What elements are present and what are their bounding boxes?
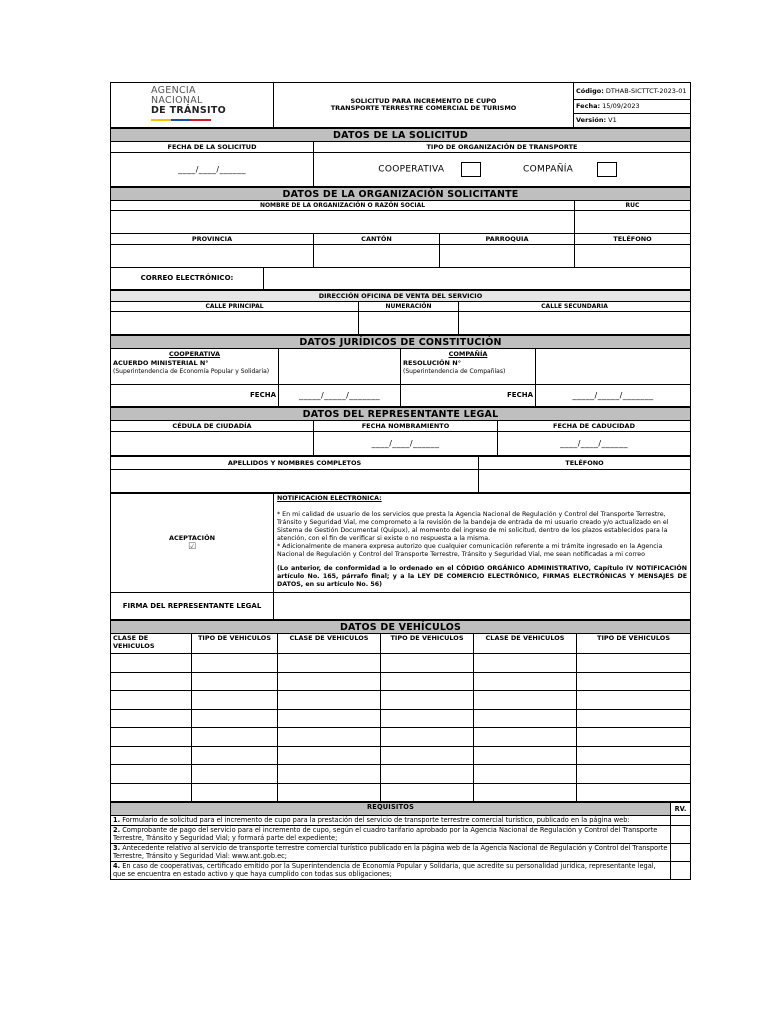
vehiculos-cell[interactable] (111, 691, 192, 710)
logo-cell (111, 83, 274, 128)
notificacion-body (277, 495, 687, 565)
vehiculos-cell[interactable] (381, 783, 474, 802)
caducidad-field[interactable]: ____/____/______ (498, 432, 691, 456)
cooperativa-option-label: COOPERATIVA (378, 164, 445, 175)
juridicos-section (110, 335, 691, 407)
representante-section (110, 407, 691, 456)
solicitud-title: DATOS DE LA SOLICITUD (111, 129, 691, 142)
vehiculos-cell[interactable] (577, 765, 691, 784)
numeracion-field[interactable] (359, 312, 459, 335)
vehiculos-col-5: CLASE DE VEHICULOS (474, 634, 577, 654)
notificacion-paragraph-2: * Adicionalmente de manera expresa autorizo que cualquier comunicación referente a mi trámite ingresado en la Agencia Nacional de Regulación y Control del Transporte Terrestre, Tránsito y Seguridad Vial, me sean notificadas a mi correo (277, 543, 663, 558)
version-value: V1 (608, 116, 617, 124)
requisito-number: 2. (113, 825, 121, 834)
vehiculos-section (110, 620, 691, 802)
vehiculos-cell[interactable] (577, 654, 691, 673)
requisito-rv-cell[interactable] (671, 861, 691, 879)
notificacion-legal: (Lo anterior, de conformidad a lo ordenado en el CÓDIGO ORGÁNICO ADMINISTRATIVO, Capítulo IV NOTIFICACIÓN artículo No. 165, párrafo final; y a la LEY DE COMERCIO ELECTRÓNICO, FIRMAS ELECTRÓNICAS Y MENSAJES DE DATOS, en su artículo No. 56) (277, 565, 687, 588)
cooperativa-block (111, 349, 279, 385)
vehiculos-cell[interactable] (474, 672, 577, 691)
version-cell (574, 114, 691, 128)
vehiculos-cell[interactable] (111, 783, 192, 802)
organizacion-section (110, 187, 691, 290)
parroquia-label: PARROQUIA (440, 234, 575, 245)
canton-label: CANTÓN (314, 234, 440, 245)
solicitud-section (110, 128, 691, 187)
telefono-rep-label: TELÉFONO (479, 457, 691, 470)
logo-line-1: AGENCIA (151, 85, 196, 96)
vehiculos-col-4: TIPO DE VEHICULOS (381, 634, 474, 654)
vehiculos-cell[interactable] (577, 709, 691, 728)
cooperativa-checkbox[interactable] (461, 162, 481, 177)
notificacion-title: NOTIFICACIÓN ELECTRÓNICA: (277, 495, 382, 502)
firma-field[interactable] (274, 593, 691, 620)
fecha-solicitud-field[interactable]: ____/____/______ (111, 153, 314, 187)
vehiculos-cell[interactable] (577, 691, 691, 710)
vehiculos-cell[interactable] (381, 654, 474, 673)
requisito-text: Comprobante de pago del servicio para el incremento de cupo, según el cuadro tarifario aprobado por la Agencia Nacional de Regulación y Control del Transporte Terrestre, Tránsito y Seguridad Vial; y formará parte del expediente; (113, 825, 658, 842)
requisito-item (111, 825, 671, 843)
apellidos-label: APELLIDOS Y NOMBRES COMPLETOS (111, 457, 479, 470)
form-title (274, 83, 574, 128)
telefono-org-field[interactable] (575, 245, 691, 268)
numeracion-label: NUMERACIÓN (359, 302, 459, 312)
requisito-item (111, 843, 671, 861)
correo-label: CORREO ELECTRÓNICO: (111, 268, 264, 290)
vehiculos-cell[interactable] (278, 783, 381, 802)
requisito-item (111, 816, 671, 826)
vehiculos-cell[interactable] (111, 765, 192, 784)
vehiculos-cell[interactable] (278, 765, 381, 784)
vehiculos-title: DATOS DE VEHÍCULOS (111, 621, 691, 634)
calle-secundaria-label: CALLE SECUNDARIA (459, 302, 691, 312)
fecha-coop-field[interactable]: _____/_____/_______ (279, 385, 401, 407)
form-page (110, 82, 690, 880)
direccion-label: DIRECCIÓN OFICINA DE VENTA DEL SERVICIO (111, 291, 691, 302)
title-line-2: TRANSPORTE TERRESTRE COMERCIAL DE TURISMO (330, 104, 517, 112)
requisito-rv-cell[interactable] (671, 843, 691, 861)
vehiculos-col-3: CLASE DE VEHICULOS (278, 634, 381, 654)
cooperativa-heading: COOPERATIVA (168, 350, 221, 358)
fecha-solicitud-label: FECHA DE LA SOLICITUD (111, 142, 314, 153)
requisito-rv-cell[interactable] (671, 816, 691, 826)
vehiculos-cell[interactable] (474, 691, 577, 710)
vehiculos-cell[interactable] (278, 672, 381, 691)
nombramiento-field[interactable]: ____/____/______ (314, 432, 498, 456)
telefono-rep-field[interactable] (479, 470, 691, 493)
tipo-organizacion-label: TIPO DE ORGANIZACIÓN DE TRANSPORTE (314, 142, 691, 153)
vehiculos-cell[interactable] (577, 672, 691, 691)
cedula-field[interactable] (111, 432, 314, 456)
requisito-text: En caso de cooperativas, certificado emitido por la Superintendencia de Economía Popular y Solidaria, que acredite su personalidad jurídica, representante legal, que se encuentra en estado activo y que haya cumplido con todas sus obligaciones; (113, 861, 656, 878)
vehiculos-row (111, 746, 691, 765)
vehiculos-row (111, 691, 691, 710)
vehiculos-cell[interactable] (381, 672, 474, 691)
notificacion-paragraph-1: * En mi calidad de usuario de los servicios que presta la Agencia Nacional de Regulación y Control del Transporte Terrestre, Tránsito y Seguridad Vial, me comprometo a la revisión de la bandeja de entrada de mi usuario creado y/o actualizado en el Sistema de Gestión Documental (Quipux), al momento del ingreso de mi solicitud, dentro de los plazos establecidos para la atención, con el fin de verificar si existe o no respuesta a la misma. (277, 511, 669, 542)
vehiculos-cell[interactable] (192, 691, 278, 710)
codigo-value: DTHAB-SICTTCT-2023-01 (605, 86, 687, 95)
requisito-number: 1. (113, 816, 121, 824)
representante-names (110, 456, 691, 493)
vehiculos-cell[interactable] (278, 746, 381, 765)
apellidos-field[interactable] (111, 470, 479, 493)
vehiculos-cell[interactable] (474, 709, 577, 728)
fecha-value: 15/09/2023 (602, 102, 640, 110)
requisitos-title: REQUISITOS (111, 803, 671, 816)
vehiculos-cell[interactable] (192, 765, 278, 784)
rv-label: RV. (671, 803, 691, 816)
fecha-comp-label: FECHA (401, 385, 536, 407)
vehiculos-cell[interactable] (111, 746, 192, 765)
vehiculos-cell[interactable] (111, 709, 192, 728)
correo-field[interactable] (264, 268, 691, 290)
vehiculos-cell[interactable] (192, 672, 278, 691)
vehiculos-col-1: CLASE DE VEHICULOS (111, 634, 192, 654)
aceptacion-checkbox[interactable]: ☑ (187, 542, 197, 552)
notificacion-section (110, 493, 691, 620)
requisito-number: 3. (113, 843, 121, 852)
compania-note: (Superintendencia de Compañías) (403, 368, 506, 375)
cooperativa-note: (Superintendencia de Economía Popular y Solidaria) (113, 368, 270, 375)
vehiculos-row (111, 765, 691, 784)
vehiculos-cell[interactable] (577, 783, 691, 802)
vehiculos-cell[interactable] (192, 728, 278, 747)
vehiculos-cell[interactable] (381, 691, 474, 710)
requisito-number: 4. (113, 861, 121, 870)
compania-block (401, 349, 536, 385)
vehiculos-row (111, 654, 691, 673)
vehiculos-cell[interactable] (381, 746, 474, 765)
firma-label: FIRMA DEL REPRESENTANTE LEGAL (111, 593, 274, 620)
vehiculos-cell[interactable] (381, 709, 474, 728)
requisito-text: Formulario de solicitud para el incremento de cupo para la prestación del servicio de transporte terrestre comercial turístico, publicado en la página web: (122, 816, 630, 824)
telefono-org-label: TELÉFONO (575, 234, 691, 245)
logo-line-2: NACIONAL (151, 95, 203, 106)
resolucion-field[interactable] (536, 349, 691, 385)
vehiculos-cell[interactable] (577, 746, 691, 765)
form-header (110, 82, 691, 128)
vehiculos-cell[interactable] (381, 765, 474, 784)
vehiculos-cell[interactable] (474, 783, 577, 802)
title-line-1: SOLICITUD PARA INCREMENTO DE CUPO (350, 97, 497, 105)
vehiculos-row (111, 672, 691, 691)
agency-logo (151, 86, 226, 116)
organizacion-title: DATOS DE LA ORGANIZACIÓN SOLICITANTE (111, 188, 691, 201)
compania-checkbox[interactable] (597, 162, 617, 177)
version-label: Versión: (576, 116, 607, 124)
acuerdo-ministerial-label: ACUERDO MINISTERIAL N° (113, 359, 209, 367)
vehiculos-cell[interactable] (278, 654, 381, 673)
vehiculos-cell[interactable] (111, 654, 192, 673)
parroquia-field[interactable] (440, 245, 575, 268)
representante-title: DATOS DEL REPRESENTANTE LEGAL (111, 408, 691, 421)
aceptacion-label: ACEPTACIÓN (168, 534, 216, 542)
vehiculos-cell[interactable] (474, 654, 577, 673)
provincia-label: PROVINCIA (111, 234, 314, 245)
vehiculos-cell[interactable] (192, 654, 278, 673)
calle-secundaria-field[interactable] (459, 312, 691, 335)
resolucion-label: RESOLUCIÓN N° (403, 359, 461, 367)
vehiculos-col-6: TIPO DE VEHICULOS (577, 634, 691, 654)
requisito-text: Antecedente relativo al servicio de transporte terrestre comercial turístico publicado en la página web de la Agencia Nacional de Regulación y Control del Transporte Terrestre, Tránsito y Seguridad Vial: www.ant.gob.ec; (113, 843, 668, 860)
vehiculos-cell[interactable] (111, 672, 192, 691)
vehiculos-cell[interactable] (278, 691, 381, 710)
canton-field[interactable] (314, 245, 440, 268)
codigo-label: Código: (576, 86, 604, 95)
acuerdo-ministerial-field[interactable] (279, 349, 401, 385)
requisitos-section (110, 802, 691, 880)
vehiculos-cell[interactable] (278, 709, 381, 728)
aceptacion-cell (111, 494, 274, 593)
ruc-field[interactable] (575, 211, 691, 234)
fecha-label: Fecha: (576, 102, 601, 110)
ruc-label: RUC (575, 201, 691, 211)
vehiculos-row (111, 709, 691, 728)
vehiculos-cell[interactable] (474, 746, 577, 765)
vehiculos-cell[interactable] (278, 728, 381, 747)
codigo-cell (574, 83, 691, 100)
compania-heading: COMPAÑÍA (448, 350, 488, 358)
requisito-item (111, 861, 671, 879)
vehiculos-row (111, 728, 691, 747)
nombre-organizacion-field[interactable] (111, 211, 575, 234)
notificacion-cell (274, 494, 691, 593)
nombre-organizacion-label: NOMBRE DE LA ORGANIZACIÓN O RAZÓN SOCIAL (111, 201, 575, 211)
direccion-section (110, 290, 691, 335)
vehiculos-cell[interactable] (111, 728, 192, 747)
vehiculos-cell[interactable] (381, 728, 474, 747)
vehiculos-cell[interactable] (192, 746, 278, 765)
vehiculos-cell[interactable] (474, 728, 577, 747)
vehiculos-col-2: TIPO DE VEHICULOS (192, 634, 278, 654)
calle-principal-field[interactable] (111, 312, 359, 335)
tipo-organizacion-options (314, 153, 691, 187)
requisito-rv-cell[interactable] (671, 825, 691, 843)
vehiculos-cell[interactable] (577, 728, 691, 747)
fecha-comp-field[interactable]: _____/_____/_______ (536, 385, 691, 407)
fecha-coop-label: FECHA (111, 385, 279, 407)
fecha-cell (574, 100, 691, 114)
vehiculos-cell[interactable] (474, 765, 577, 784)
nombramiento-label: FECHA NOMBRAMIENTO (314, 421, 498, 432)
calle-principal-label: CALLE PRINCIPAL (111, 302, 359, 312)
caducidad-label: FECHA DE CADUCIDAD (498, 421, 691, 432)
vehiculos-cell[interactable] (192, 783, 278, 802)
logo-line-3: DE TRÁNSITO (151, 105, 227, 116)
cedula-label: CÉDULA DE CIUDADÍA (111, 421, 314, 432)
logo-color-bar (151, 119, 211, 121)
juridicos-title: DATOS JURÍDICOS DE CONSTITUCIÓN (111, 336, 691, 349)
provincia-field[interactable] (111, 245, 314, 268)
compania-option-label: COMPAÑÍA (523, 164, 574, 175)
vehiculos-row (111, 783, 691, 802)
vehiculos-cell[interactable] (192, 709, 278, 728)
